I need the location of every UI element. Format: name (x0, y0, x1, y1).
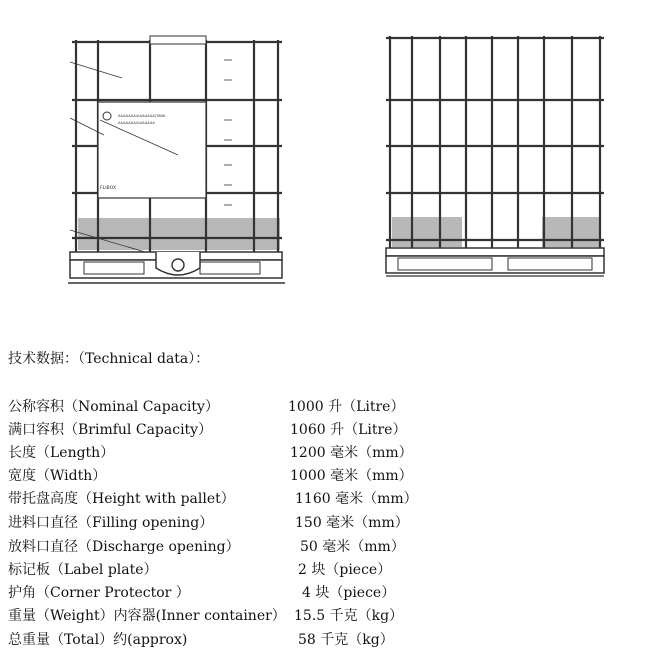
label-plate-text-2: AAAAAAA/AAAAAAA (118, 121, 155, 125)
spec-value: 1000 毫米（mm） (290, 468, 413, 484)
spec-row (8, 605, 658, 627)
spec-row (8, 629, 658, 651)
spec-value: 50 毫米（mm） (300, 539, 405, 555)
spec-row (8, 419, 658, 441)
label-plate-text-1: AAAAAAA/AAAAAAA/TANK (118, 114, 166, 118)
spec-label: 长度（Length） (8, 445, 115, 461)
spec-row (8, 465, 658, 487)
spec-row (8, 512, 658, 534)
technical-data-heading: 技术数据：（Technical data）： (8, 351, 210, 367)
spec-value: 1160 毫米（mm） (295, 491, 418, 507)
spec-value: 2 块（piece） (298, 562, 392, 578)
spec-value: 1200 毫米（mm） (290, 445, 413, 461)
spec-row (8, 442, 658, 464)
spec-value: 1060 升（Litre） (290, 422, 407, 438)
spec-label: 公称容积（Nominal Capacity） (8, 399, 219, 415)
spec-row (8, 396, 658, 418)
spec-value: 1000 升（Litre） (288, 399, 405, 415)
spec-label: 满口容积（Brimful Capacity） (8, 422, 213, 438)
spec-label: 总重量（Total）约(approx) (8, 632, 188, 648)
spec-label: 带托盘高度（Height with pallet） (8, 491, 235, 507)
ibc-tank-drawings (0, 0, 666, 300)
spec-row (8, 559, 658, 581)
ibc-side-view (386, 36, 604, 276)
spec-row (8, 536, 658, 558)
spec-value: 15.5 千克（kg） (294, 608, 404, 624)
spec-label: 进料口直径（Filling opening） (8, 515, 214, 531)
spec-row (8, 488, 658, 510)
spec-value: 58 千克（kg） (298, 632, 394, 648)
spec-label: 重量（Weight）内容器(Inner container） (8, 608, 286, 624)
spec-row (8, 582, 658, 604)
spec-label: 放料口直径（Discharge opening） (8, 539, 240, 555)
ibc-front-view (68, 36, 285, 283)
spec-label: 宽度（Width） (8, 468, 107, 484)
brand-text: FLIBOX (100, 186, 117, 191)
spec-value: 4 块（piece） (302, 585, 396, 601)
spec-value: 150 毫米（mm） (295, 515, 409, 531)
spec-label: 标记板（Label plate） (8, 562, 158, 578)
spec-label: 护角（Corner Protector ） (8, 585, 190, 601)
